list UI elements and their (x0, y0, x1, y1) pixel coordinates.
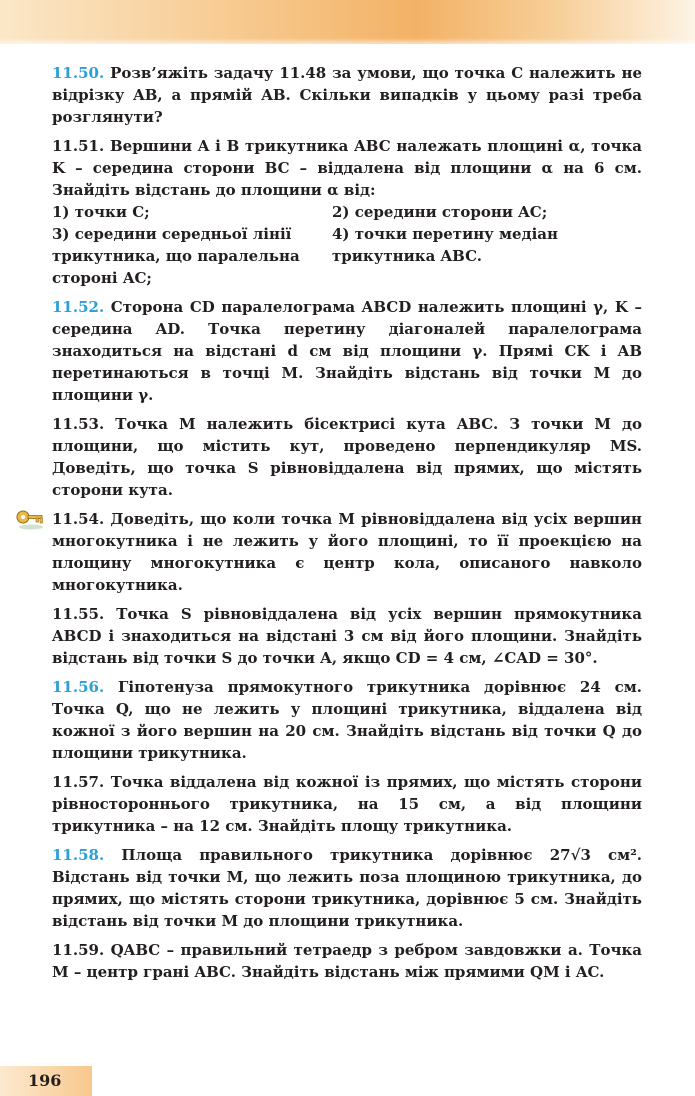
problem-11-56 (52, 676, 642, 764)
problem-text: Точка віддалена від кожної із прямих, що містять сторони рівностороннього трикутника, на 15 см, а від площини трикутника – на 12 см. Знайдіть площу трикутника. (52, 773, 642, 835)
header-fade (0, 38, 695, 48)
problem-number: 11.52. (52, 298, 105, 316)
problem-list (52, 62, 642, 990)
problem-text: Вершини A і B трикутника ABC належать площині α, точка K – середина сторони BC – віддалена від площини α на 6 см. Знайдіть відстань до площини α від: (52, 137, 642, 199)
problem-number: 11.57. (52, 773, 105, 791)
problem-11-59 (52, 939, 642, 983)
problem-text: Площа правильного трикутника дорівнює 27√3 см². Відстань від точки M, що лежить поза площиною трикутника, до прямих, що містять сторони трикутника, дорівнює 5 см. Знайдіть відстань від точки M до площини трикутника. (52, 846, 642, 930)
problem-number: 11.53. (52, 415, 105, 433)
option-4: 4) точки перетину медіан трикутника ABC. (332, 225, 558, 265)
problem-11-57 (52, 771, 642, 837)
problem-text: Точка M належить бісектрисі кута ABC. З точки M до площини, що містить кут, проведено перпендикуляр MS. Доведіть, що точка S рівновіддалена від прямих, що містять сторони кута. (52, 415, 642, 499)
problem-11-50 (52, 62, 642, 128)
key-icon (16, 508, 46, 530)
problem-number: 11.58. (52, 846, 105, 864)
problem-text: Доведіть, що коли точка M рівновіддалена від усіх вершин многокутника і не лежить у його площині, то її проекцією на площину многокутника є центр кола, описаного навколо многокутника. (52, 510, 642, 594)
problem-number: 11.51. (52, 137, 105, 155)
problem-11-54 (52, 508, 642, 596)
problem-text: Сторона CD паралелограма ABCD належить площині γ, K – середина AD. Точка перетину діагоналей паралелограма знаходиться на відстані d см від площини γ. Прямі CK і AB перетинаються в точці M. Знайдіть відстань від точки M до площини γ. (52, 298, 642, 404)
answer-options (52, 201, 642, 289)
option-2: 2) середини сторони AC; (332, 203, 548, 221)
problem-number: 11.59. (52, 941, 105, 959)
problem-11-55 (52, 603, 642, 669)
page-number: 196 (28, 1071, 62, 1090)
problem-text: Гіпотенуза прямокутного трикутника дорівнює 24 см. Точка Q, що не лежить у площині трикутника, віддалена від кожної з його вершин на 20 см. Знайдіть відстань від точки Q до площини трикутника. (52, 678, 642, 762)
problem-number: 11.54. (52, 510, 105, 528)
problem-number: 11.56. (52, 678, 105, 696)
problem-text: Точка S рівновіддалена від усіх вершин прямокутника ABCD і знаходиться на відстані 3 см від його площини. Знайдіть відстань від точки S до точки A, якщо CD = 4 см, ∠CAD = 30°. (52, 605, 642, 667)
problem-number: 11.55. (52, 605, 105, 623)
problem-11-52 (52, 296, 642, 406)
problem-11-58 (52, 844, 642, 932)
problem-11-51 (52, 135, 642, 289)
option-1: 1) точки C; (52, 203, 150, 221)
problem-text: Розв’яжіть задачу 11.48 за умови, що точка C належить не відрізку AB, а прямій AB. Скільки випадків у цьому разі треба розглянути? (52, 64, 642, 126)
option-3: 3) середини середньої лінії трикутника, що паралельна стороні AC; (52, 225, 300, 287)
problem-11-53 (52, 413, 642, 501)
problem-number: 11.50. (52, 64, 105, 82)
problem-text: QABC – правильний тетраедр з ребром завдовжки a. Точка M – центр грані ABC. Знайдіть відстань між прямими QM і AC. (52, 941, 642, 981)
